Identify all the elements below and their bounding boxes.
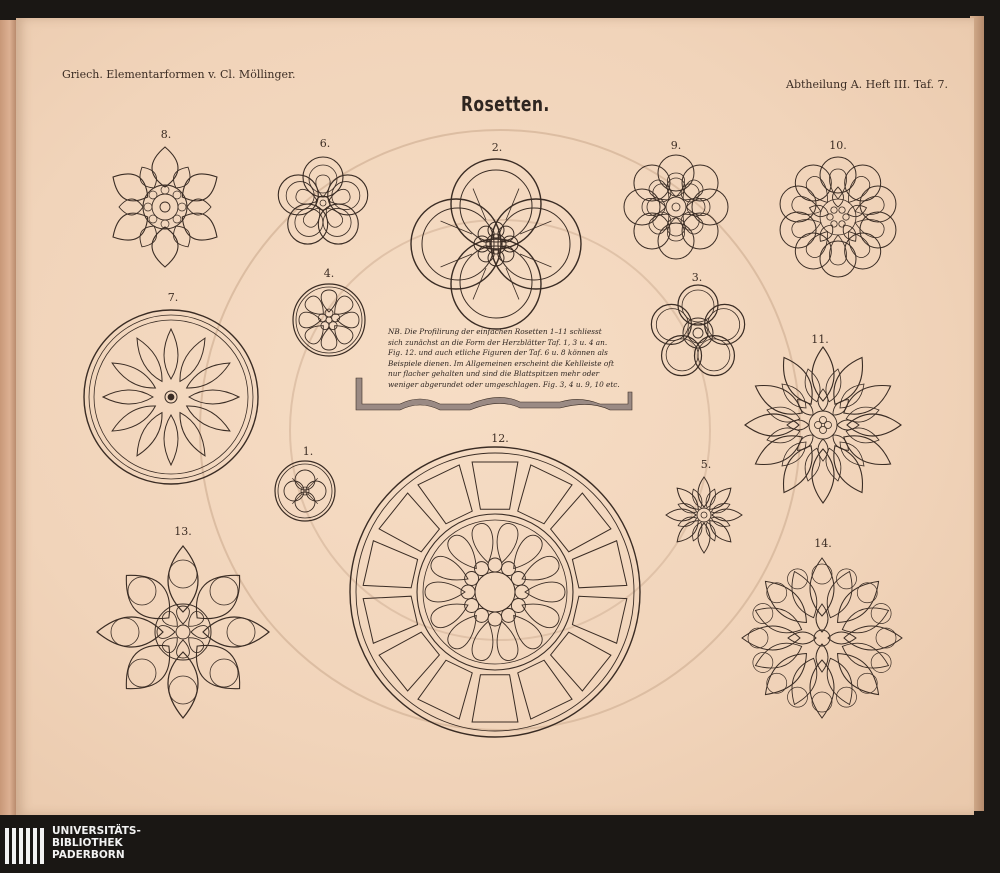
wheel-segment: [518, 465, 572, 524]
rosette-leaf: [137, 413, 162, 456]
rosette-leaf: [140, 226, 156, 247]
rosette-petal: [329, 189, 350, 204]
rosette-lobe: [678, 285, 718, 325]
rosette-lobe: [111, 618, 139, 646]
rosette-lobe: [411, 199, 501, 289]
rosette-leaf: [782, 442, 806, 466]
rosette-fig-11: [745, 347, 901, 503]
library-logo-icon: [5, 828, 45, 868]
rosette-leaf: [847, 414, 901, 436]
rosette-leaf: [840, 442, 864, 466]
rosette-leaf: [810, 660, 834, 718]
logo-line-3: PADERBORN: [52, 849, 125, 861]
engraving-circle: [688, 323, 708, 343]
rosette-leaf: [698, 523, 710, 553]
rosette-petal: [448, 535, 476, 568]
rosette-leaf: [113, 174, 148, 201]
engraving-circle: [488, 612, 502, 626]
rosette-fig-13: [97, 546, 269, 718]
figure-number-7: 7.: [167, 291, 179, 304]
rosette-leaf: [710, 521, 731, 542]
rosette-petal: [305, 326, 323, 344]
figure-number-9: 9.: [670, 139, 682, 152]
rosette-leaf: [187, 363, 230, 388]
engraving-circle: [423, 520, 567, 664]
rosette-petal: [683, 214, 703, 234]
figure-number-2: 2.: [491, 141, 503, 154]
engraving-circle: [843, 214, 849, 220]
figure-number-10: 10.: [829, 139, 847, 152]
engraving-circle: [839, 207, 845, 213]
engraving-circle: [149, 215, 157, 223]
wheel-segment: [572, 541, 626, 588]
figure-number-12: 12.: [491, 432, 509, 445]
rosette-petal: [177, 640, 190, 658]
rosette-leaf: [833, 400, 849, 416]
wheel-segment: [363, 541, 417, 588]
engraving-circle: [320, 200, 326, 206]
engraving-circle: [486, 234, 506, 254]
logo-line-2: BIBLIOTHEK: [52, 837, 123, 849]
rosette-leaf: [810, 558, 834, 616]
rosette-lobe: [836, 569, 856, 589]
rosette-lobe: [460, 170, 532, 242]
figure-number-4: 4.: [323, 267, 335, 280]
rosette-petal: [177, 606, 190, 624]
engraving-circle: [316, 196, 330, 210]
explanatory-note: [388, 327, 634, 391]
rosette-lobe: [857, 673, 877, 693]
rosette-leaf: [833, 187, 844, 207]
rosette-leaf: [816, 644, 828, 672]
rosette-lobe: [491, 199, 581, 289]
engraving-circle: [475, 572, 515, 612]
rosette-leaf: [784, 357, 813, 404]
engraving-circle: [149, 191, 157, 199]
engraving-circle: [693, 328, 703, 338]
figure-number-8: 8.: [160, 128, 172, 141]
engraving-circle: [176, 625, 190, 639]
rosette-leaf: [187, 199, 211, 215]
rosette-leaf: [174, 167, 190, 188]
figure-number-14: 14.: [814, 537, 832, 550]
engraving-circle: [697, 508, 711, 522]
engraving-circle: [160, 202, 170, 212]
rosette-petal: [431, 556, 468, 580]
rosette-lobe: [753, 652, 773, 672]
note-line-5: nur flacher gehalten und sind die Blattspitzen mehr oder: [388, 369, 600, 379]
note-line-3: Fig. 12. und auch etliche Figuren der Taf. 6 u. 8 können als: [388, 348, 608, 358]
rosette-lobe: [788, 687, 808, 707]
rosette-fig-5: [666, 477, 742, 553]
rosette-lobe: [666, 339, 698, 371]
rosette-petal: [335, 326, 353, 344]
rosette-lobe: [871, 604, 891, 624]
rosette-lobe: [767, 583, 787, 603]
rosette-petal: [522, 556, 559, 580]
rosette-lobe: [780, 186, 816, 222]
rosette-lobe: [788, 569, 808, 589]
rosette-fig-12: [350, 447, 640, 737]
rosette-petal: [497, 523, 518, 562]
rosette-lobe: [812, 564, 832, 584]
engraving-circle: [143, 185, 187, 229]
rosette-lobe: [460, 246, 532, 318]
wheel-segment: [418, 660, 472, 719]
rosette-leaf: [189, 390, 239, 404]
engraving-circle: [173, 215, 181, 223]
rosette-lobe: [876, 628, 896, 648]
rosette-petal: [514, 615, 542, 648]
rosette-leaf: [812, 347, 834, 401]
rosette-lobe: [422, 208, 494, 280]
rosette-leaf: [840, 384, 864, 408]
rosette-leaf: [833, 435, 849, 451]
wheel-segment: [518, 660, 572, 719]
rosette-leaf: [710, 488, 731, 509]
rosette-lobe: [227, 618, 255, 646]
rosette-leaf: [693, 522, 702, 540]
rosette-leaf: [203, 617, 269, 647]
rosette-lobe: [860, 212, 896, 248]
rosette-leaf: [788, 632, 816, 644]
rosette-petal: [525, 582, 565, 602]
engraving-circle: [168, 394, 174, 400]
engraving-circle: [820, 199, 856, 235]
rosette-lobe: [698, 339, 730, 371]
rosette-lobe: [128, 659, 156, 687]
rosette-leaf: [834, 446, 863, 493]
plate-title: Rosetten.: [461, 92, 550, 116]
rosette-leaf: [838, 581, 879, 622]
engraving-circle: [326, 317, 332, 323]
rosette-leaf: [103, 390, 153, 404]
rosette-petal: [305, 296, 323, 314]
engraving-circle: [831, 207, 837, 213]
engraving-circle: [488, 558, 502, 572]
figure-number-3: 3.: [691, 271, 703, 284]
engraving-circle: [356, 453, 634, 731]
rosette-lobe: [857, 583, 877, 603]
rosette-fig-6: [278, 157, 367, 244]
figure-number-13: 13.: [174, 525, 192, 538]
rosette-leaf: [112, 406, 155, 431]
note-line-1: NB. Die Profilirung der einfachen Rosetten 1–11 schliesst: [388, 327, 602, 336]
rosette-petal: [472, 621, 493, 660]
note-line-4: Beispiele dienen. Im Allgemeinen erscheint die Kehlleiste oft: [388, 358, 614, 368]
rosette-fig-4: [293, 284, 365, 356]
rosette-lobe: [451, 159, 541, 249]
rosette-lobe: [767, 673, 787, 693]
rosette-leaf: [174, 226, 190, 247]
rosette-lobe: [128, 577, 156, 605]
rosette-leaf: [755, 436, 802, 465]
rosette-leaf: [838, 654, 879, 695]
engraving-circle: [173, 191, 181, 199]
rosette-leaf: [816, 604, 828, 632]
figure-number-6: 6.: [319, 137, 331, 150]
rosette-petal: [649, 180, 669, 200]
rosette-leaf: [765, 654, 806, 695]
rosette-petal: [472, 523, 493, 562]
note-line-6: weniger abgerundet oder umgeschlagen. Fig. 3, 4 u. 9, 10 etc.: [388, 379, 620, 389]
rosette-leaf: [112, 363, 155, 388]
engraving-circle: [293, 284, 365, 356]
rosette-leaf: [712, 509, 742, 521]
rosette-lobe: [169, 676, 197, 704]
rosette-lobe: [812, 692, 832, 712]
rosette-leaf: [706, 489, 715, 507]
engraving-circle: [350, 447, 640, 737]
rosette-leaf: [113, 213, 148, 240]
ghost-circle: [290, 220, 710, 640]
rosette-leaf: [844, 386, 891, 415]
engraving-circle: [666, 197, 686, 217]
rosette-lobe: [748, 628, 768, 648]
rosette-leaf: [182, 213, 217, 240]
rosette-petal: [829, 235, 846, 265]
rosette-petal: [191, 626, 209, 639]
figure-number-11: 11.: [811, 333, 829, 346]
rosette-fig-2: [411, 159, 581, 329]
engraving-circle: [831, 221, 837, 227]
engraving-circle: [515, 585, 529, 599]
rosette-petal: [321, 328, 337, 350]
figure-number-5: 5.: [700, 458, 712, 471]
rosette-leaf: [119, 199, 143, 215]
rosette-leaf: [182, 174, 217, 201]
figure-number-1: 1.: [302, 445, 314, 458]
rosette-leaf: [834, 357, 863, 404]
rosette-leaf: [765, 581, 806, 622]
rosette-fig-10: [780, 157, 896, 277]
rosette-lobe: [210, 577, 238, 605]
engraving-circle: [461, 585, 475, 599]
rosette-petal: [649, 214, 669, 234]
rosette-petal: [431, 604, 468, 628]
rosette-leaf: [137, 338, 162, 381]
rosette-leaf: [168, 546, 198, 612]
rosette-leaf: [711, 517, 729, 526]
wheel-segment: [472, 675, 518, 722]
engraving-circle: [301, 487, 309, 495]
rosette-leaf: [706, 522, 715, 540]
rosette-leaf: [180, 338, 205, 381]
rosette-leaf: [742, 626, 800, 650]
engraving-circle: [701, 512, 707, 518]
rosette-petal: [448, 615, 476, 648]
rosette-leaf: [97, 617, 163, 647]
wheel-segment: [472, 462, 518, 509]
engraving-circle: [827, 214, 833, 220]
rosette-leaf: [745, 414, 799, 436]
engraving-circle: [839, 221, 845, 227]
wheel-segment: [418, 465, 472, 524]
rosette-petal: [337, 312, 359, 328]
rosette-leaf: [140, 167, 156, 188]
engraving-circle: [820, 417, 827, 424]
rosette-leaf: [164, 329, 178, 379]
rosette-leaf: [828, 632, 856, 644]
rosette-leaf: [168, 652, 198, 718]
rosette-lobe: [871, 652, 891, 672]
logo-line-1: UNIVERSITÄTS-: [52, 825, 141, 837]
rosette-petal: [829, 169, 846, 199]
rosette-lobe: [498, 208, 570, 280]
show-through-ghost: [200, 130, 800, 730]
rosette-petal: [157, 626, 175, 639]
rosette-lobe: [210, 659, 238, 687]
header-left: Griech. Elementarformen v. Cl. Möllinger.: [62, 68, 296, 81]
rosette-petal: [522, 604, 559, 628]
engraving-circle: [296, 287, 362, 353]
rosette-leaf: [812, 449, 834, 503]
rosette-leaf: [782, 384, 806, 408]
rosette-leaf: [164, 415, 178, 465]
rosette-lobe: [753, 604, 773, 624]
rosette-leaf: [844, 436, 891, 465]
rosette-fig-1: [275, 461, 335, 521]
rosette-petal: [683, 180, 703, 200]
rosette-petal: [425, 582, 465, 602]
rosette-leaf: [711, 504, 729, 513]
rosette-leaf: [844, 626, 902, 650]
engraving-circle: [178, 203, 186, 211]
rosette-fig-9: [624, 155, 728, 259]
note-line-2: sich zunächst an die Form der Herzblätter Taf. 1, 3 u. 4 an.: [388, 337, 608, 347]
rosette-lobe: [169, 560, 197, 588]
header-right: Abtheilung A. Heft III. Taf. 7.: [786, 78, 949, 91]
rosette-leaf: [187, 406, 230, 431]
rosette-petal: [335, 296, 353, 314]
footer-bar: [0, 818, 1000, 873]
rosette-lobe: [836, 687, 856, 707]
rosette-fig-8: [113, 147, 217, 267]
library-logo-text: [52, 825, 141, 861]
engraving-circle: [809, 411, 837, 439]
rosette-fig-7: [84, 310, 258, 484]
rosette-lobe: [451, 239, 541, 329]
engraving-circle: [144, 203, 152, 211]
rosette-lobe: [332, 314, 340, 322]
engraving-circle: [672, 203, 680, 211]
engraving-circle: [417, 514, 573, 670]
rosette-fig-14: [742, 558, 902, 718]
rosette-leaf: [755, 386, 802, 415]
rosette-petal: [514, 535, 542, 568]
